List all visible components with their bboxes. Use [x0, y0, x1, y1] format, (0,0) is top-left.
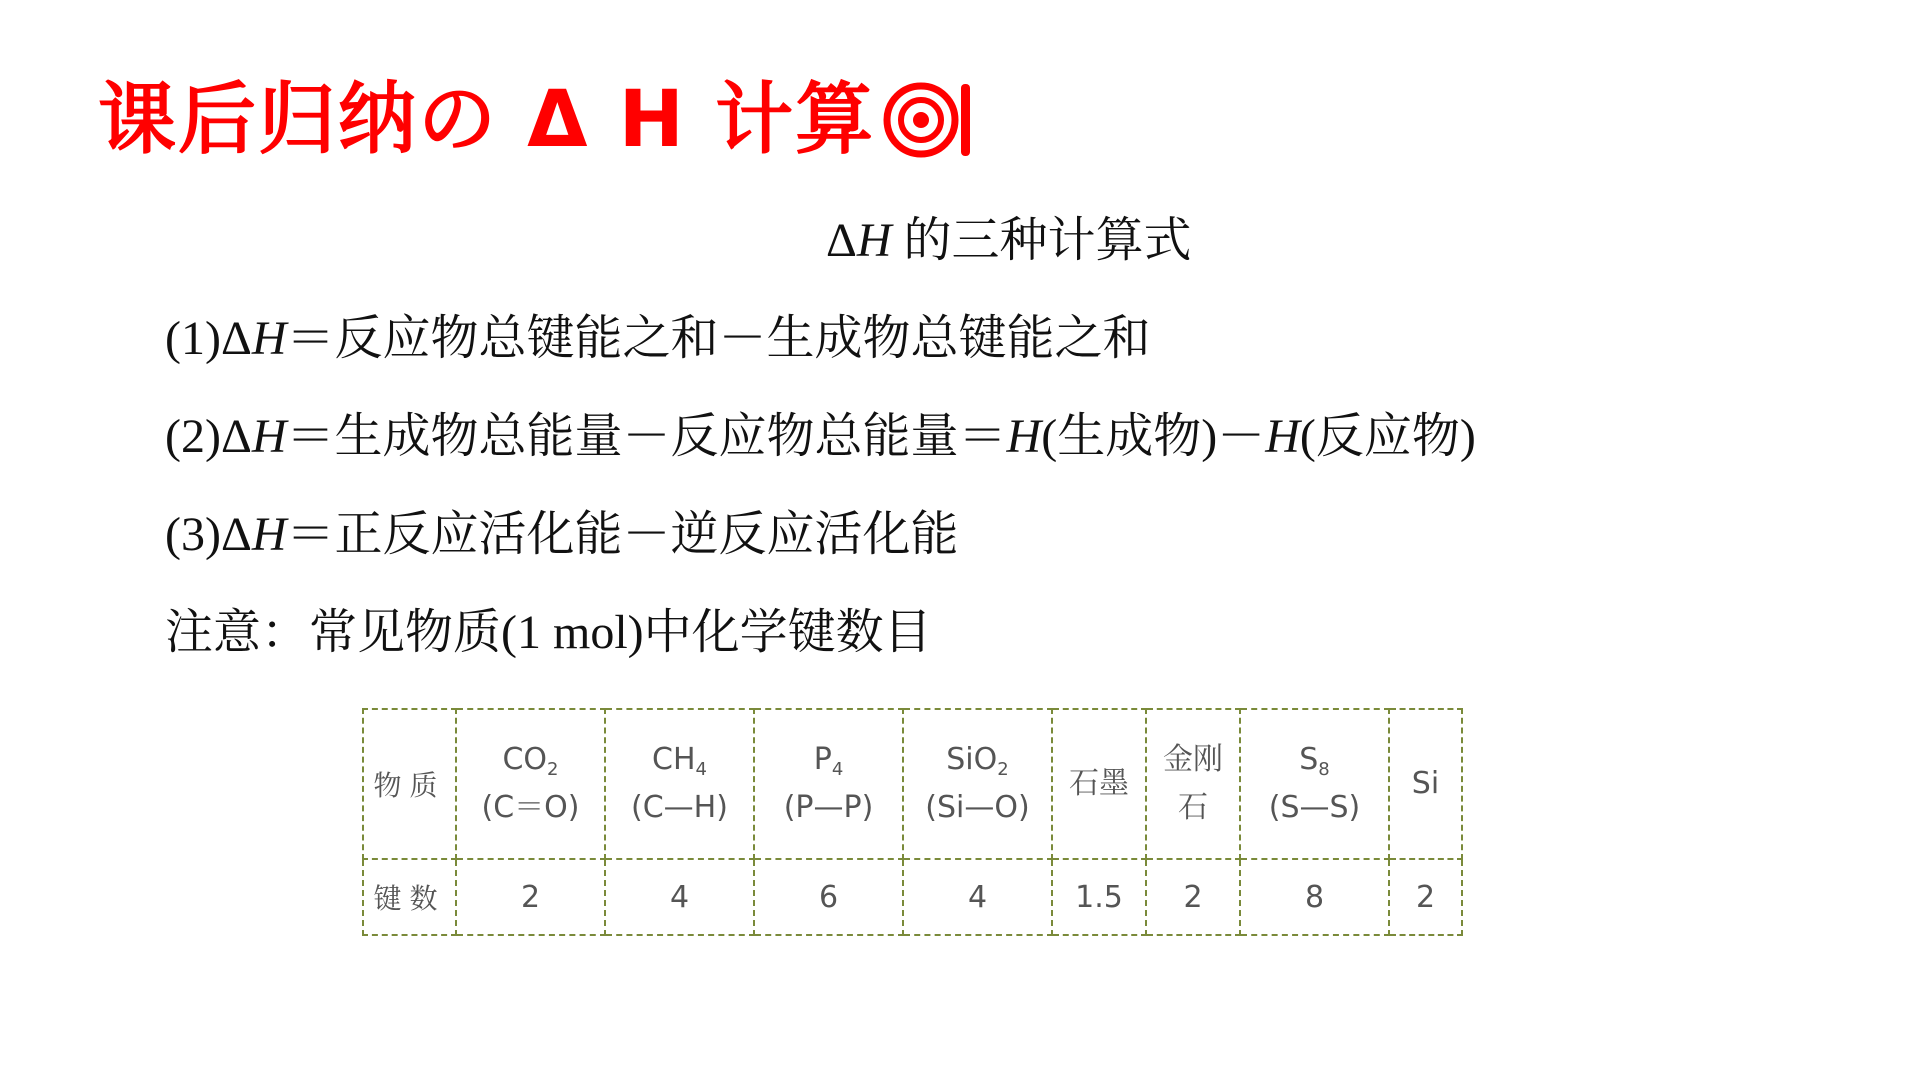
count-p4: 6: [754, 859, 903, 935]
cell-graphite: 石墨: [1052, 709, 1146, 859]
cell-diamond: 金刚 石: [1146, 709, 1240, 859]
cell-s8: $S_8$ (S—S): [1240, 709, 1389, 859]
cell-sio2: SiO$_2$ (Si—O): [903, 709, 1052, 859]
formula-2: (2)ΔH＝生成物总能量－反应物总能量＝H(生成物)－H(反应物): [165, 410, 1476, 463]
formula-3: (3)ΔH＝正反应活化能－逆反应活化能: [165, 508, 959, 561]
note-line: 注意：常见物质(1 mol)中化学键数目: [165, 606, 932, 659]
slide-title-text: 课后归纳の Δ H 计算: [98, 75, 876, 165]
subtitle: ΔH 的三种计算式: [826, 214, 1192, 267]
count-s8: 8: [1240, 859, 1389, 935]
row-label-substance: 物质: [363, 709, 456, 859]
row-label-bond-count: 键数: [363, 859, 456, 935]
cell-p4: $P_4$ (P—P): [754, 709, 903, 859]
count-graphite: 1.5: [1052, 859, 1146, 935]
cell-ch4: $CH_4$ (C—H): [605, 709, 754, 859]
formula-1: (1)ΔH＝反应物总键能之和－生成物总键能之和: [165, 312, 1151, 365]
table-row: [363, 709, 1462, 859]
cell-si: Si: [1389, 709, 1462, 859]
target-icon: [881, 78, 977, 162]
count-ch4: 4: [605, 859, 754, 935]
table-row: [363, 859, 1462, 935]
count-diamond: 2: [1146, 859, 1240, 935]
count-sio2: 4: [903, 859, 1052, 935]
bond-count-table: [362, 708, 1463, 936]
slide-title: [98, 75, 977, 165]
cell-co2: $CO_2$ (C＝O): [456, 709, 605, 859]
count-si: 2: [1389, 859, 1462, 935]
count-co2: 2: [456, 859, 605, 935]
